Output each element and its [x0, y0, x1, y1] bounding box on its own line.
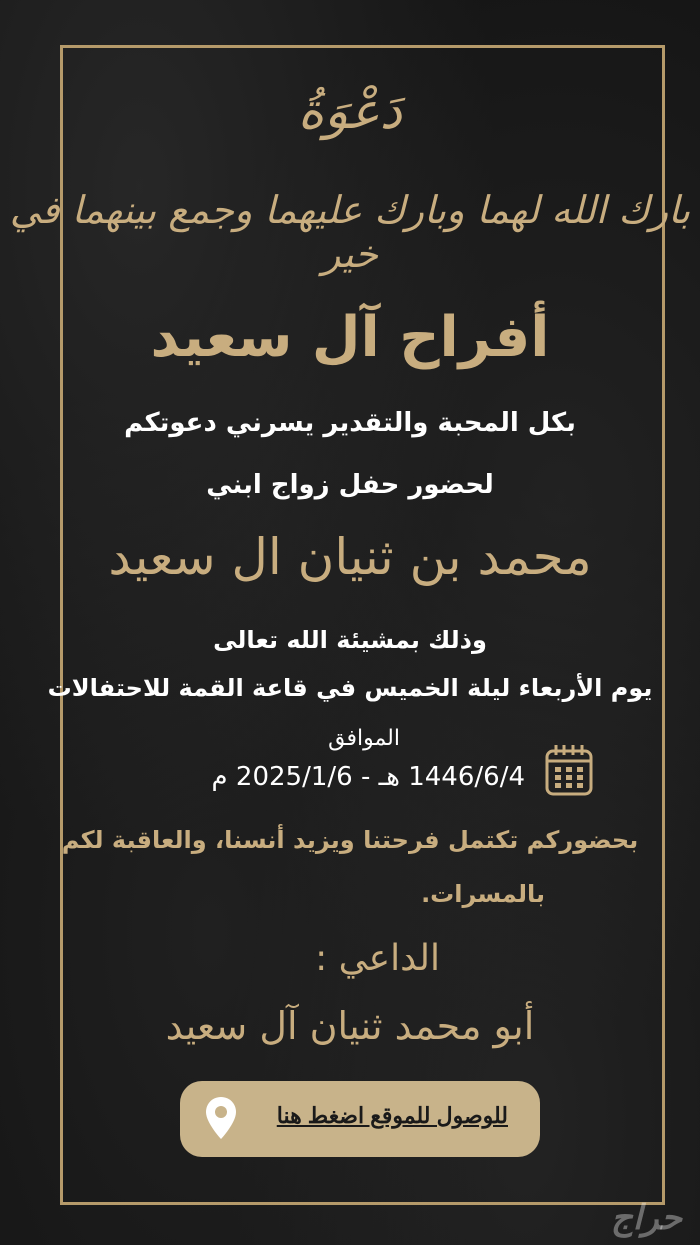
location-button-label: للوصول للموقع اضغط هنا — [276, 1103, 508, 1128]
haraj-watermark: حراج — [610, 1198, 682, 1238]
inviter-label: الداعي : — [315, 938, 440, 979]
inviter-name: أبو محمد ثنيان آل سعيد — [165, 1004, 535, 1048]
invitation-heading: دَعْوَةُ — [297, 82, 403, 140]
will-line: وذلك بمشيئة الله تعالى — [213, 626, 487, 654]
invite-line-1: بكل المحبة والتقدير يسرني دعوتكم — [124, 408, 576, 438]
invite-line-2: لحضور حفل زواج ابني — [206, 470, 494, 500]
calendar-icon — [544, 743, 594, 797]
venue-line: يوم الأربعاء ليلة الخميس في قاعة القمة للاحتفالات — [47, 674, 653, 702]
location-button[interactable] — [180, 1081, 540, 1157]
family-title: أفراح آل سعيد — [150, 305, 550, 370]
groom-name: محمد بن ثنيان ال سعيد — [108, 528, 592, 586]
corresponding-label: الموافق — [328, 726, 400, 751]
blessing-calligraphy: بارك الله لهما وبارك عليهما وجمع بينهما في خير — [9, 188, 691, 276]
location-pin-icon — [204, 1095, 238, 1141]
closing-line-2: بالمسرات. — [421, 880, 545, 908]
closing-line-1: بحضوركم تكتمل فرحتنا ويزيد أنسنا، والعاقبة لكم — [61, 826, 639, 854]
date-line: 1446/6/4 هـ - 2025/1/6 م — [211, 762, 525, 792]
